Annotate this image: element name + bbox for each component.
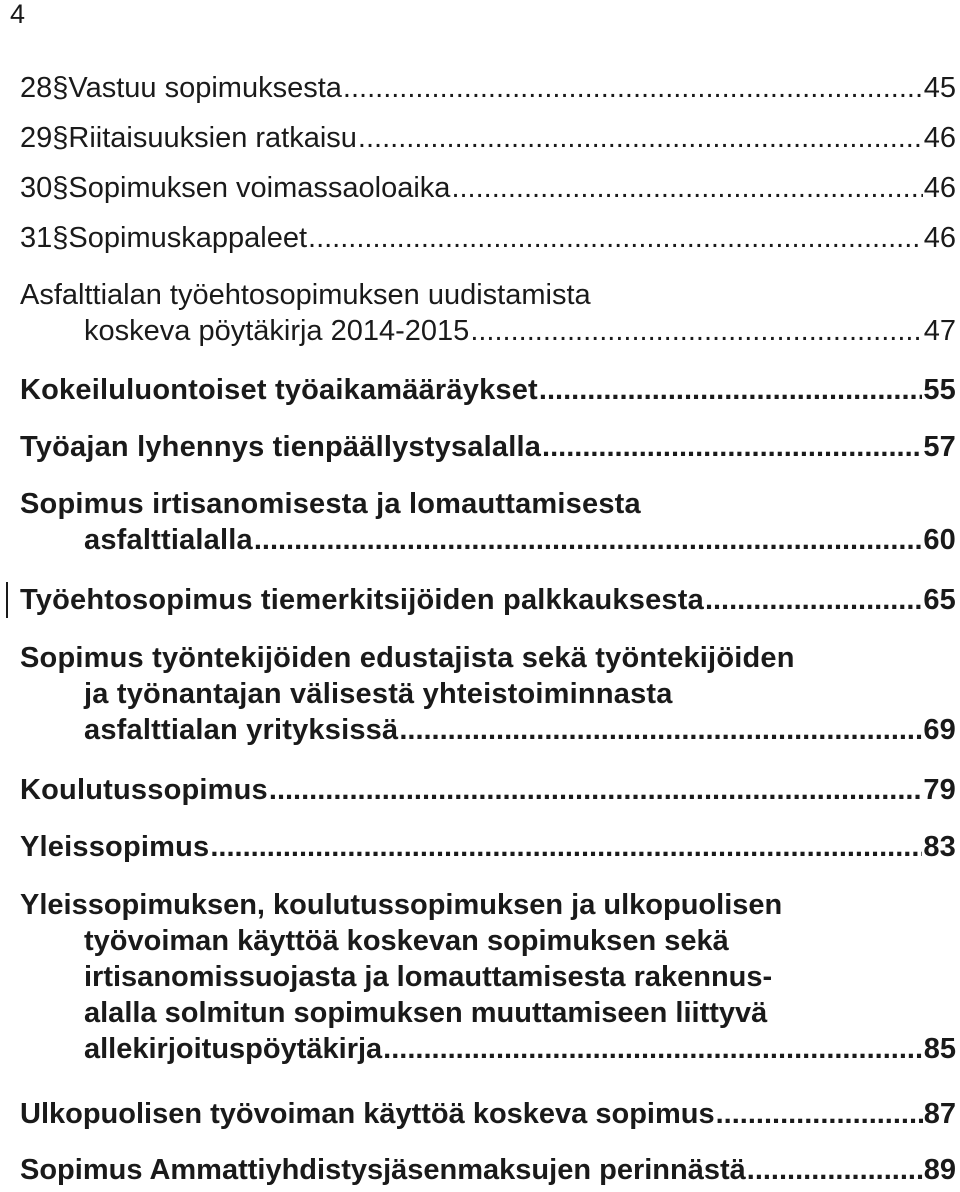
toc-entry[interactable] [20,372,956,408]
toc-entry[interactable] [20,486,956,558]
page-ref: 69 [923,714,956,746]
dot-leader [539,372,922,408]
page-number: 4 [10,0,26,29]
section-number: 29 [20,122,53,154]
dot-leader [358,120,923,156]
page-ref: 45 [923,72,956,104]
dot-leader [470,313,922,349]
entry-title: Työehtosopimus tiemerkitsijöiden palkkauksesta [20,584,704,616]
dot-leader [210,829,922,865]
section-number: 30 [20,172,53,204]
page-ref: 83 [923,831,956,863]
entry-title: Yleissopimus [20,831,210,863]
entry-title: Riitaisuuksien ratkaisu [68,122,357,154]
page-ref: 79 [923,774,956,806]
toc-entry[interactable] [20,1096,956,1132]
toc-entry[interactable] [20,640,956,748]
page-ref: 87 [923,1098,956,1130]
dot-leader [542,429,922,465]
entry-title-line: koskeva pöytäkirja 2014-2015 [84,315,470,347]
entry-title: Koulutussopimus [20,774,268,806]
page-ref: 85 [923,1033,956,1065]
dot-leader [269,772,922,808]
dot-leader [343,70,923,106]
entry-title: Työajan lyhennys tienpäällystysalalla [20,431,542,463]
toc-entry[interactable] [20,1152,956,1188]
toc-entry[interactable] [20,170,956,206]
page-ref: 46 [923,122,956,154]
entry-title: Sopimus Ammattiyhdistysjäsenmaksujen perinnästä [20,1154,746,1186]
entry-title-line: työvoiman käyttöä koskevan sopimuksen sekä [84,925,729,957]
entry-title-line: asfalttialan yrityksissä [84,714,399,746]
dot-leader [308,220,923,256]
dot-leader [451,170,922,206]
toc-entry[interactable] [20,829,956,865]
toc-entry[interactable] [20,582,956,618]
toc-entry[interactable] [20,70,956,106]
section-symbol: § [52,122,69,154]
toc-entry[interactable] [20,120,956,156]
toc-entry[interactable] [20,429,956,465]
page-ref: 57 [923,431,956,463]
section-number: 28 [20,72,53,104]
page-ref: 60 [923,524,956,556]
entry-title: Sopimuksen voimassaoloaika [68,172,451,204]
page-ref: 55 [923,374,956,406]
toc-entry[interactable] [20,220,956,256]
section-symbol: § [52,222,69,254]
page-ref: 46 [923,222,956,254]
toc-entry[interactable] [20,887,956,1067]
entry-title-line: alalla solmitun sopimuksen muuttamiseen liittyvä [84,997,768,1029]
dot-leader [383,1031,923,1067]
entry-title-line: Yleissopimuksen, koulutussopimuksen ja ulkopuolisen [20,889,783,921]
entry-title-line: Sopimus irtisanomisesta ja lomauttamisesta [20,488,641,520]
entry-title-line: ja työnantajan välisestä yhteistoiminnasta [84,678,673,710]
entry-title-line: allekirjoituspöytäkirja [84,1033,383,1065]
toc-entry[interactable] [20,277,956,349]
entry-title: Ulkopuolisen työvoiman käyttöä koskeva sopimus [20,1098,715,1130]
entry-title-line: Asfalttialan työehtosopimuksen uudistamista [20,279,591,311]
entry-title: Vastuu sopimuksesta [68,72,342,104]
dot-leader [399,712,922,748]
page-ref: 46 [923,172,956,204]
section-symbol: § [52,72,69,104]
page-ref: 65 [923,584,956,616]
entry-title-line: asfalttialalla [84,524,253,556]
revision-bar [6,582,8,618]
page-ref: 89 [923,1154,956,1186]
dot-leader [705,582,922,618]
entry-title-line: Sopimus työntekijöiden edustajista sekä työntekijöiden [20,642,795,674]
section-number: 31 [20,222,53,254]
entry-title-line: irtisanomissuojasta ja lomauttamisesta rakennus- [84,961,773,993]
dot-leader [747,1152,923,1188]
dot-leader [254,522,923,558]
dot-leader [716,1096,923,1132]
toc-entry[interactable] [20,772,956,808]
page-ref: 47 [923,315,956,347]
section-symbol: § [52,172,69,204]
entry-title: Kokeiluluontoiset työaikamääräykset [20,374,538,406]
entry-title: Sopimuskappaleet [68,222,308,254]
